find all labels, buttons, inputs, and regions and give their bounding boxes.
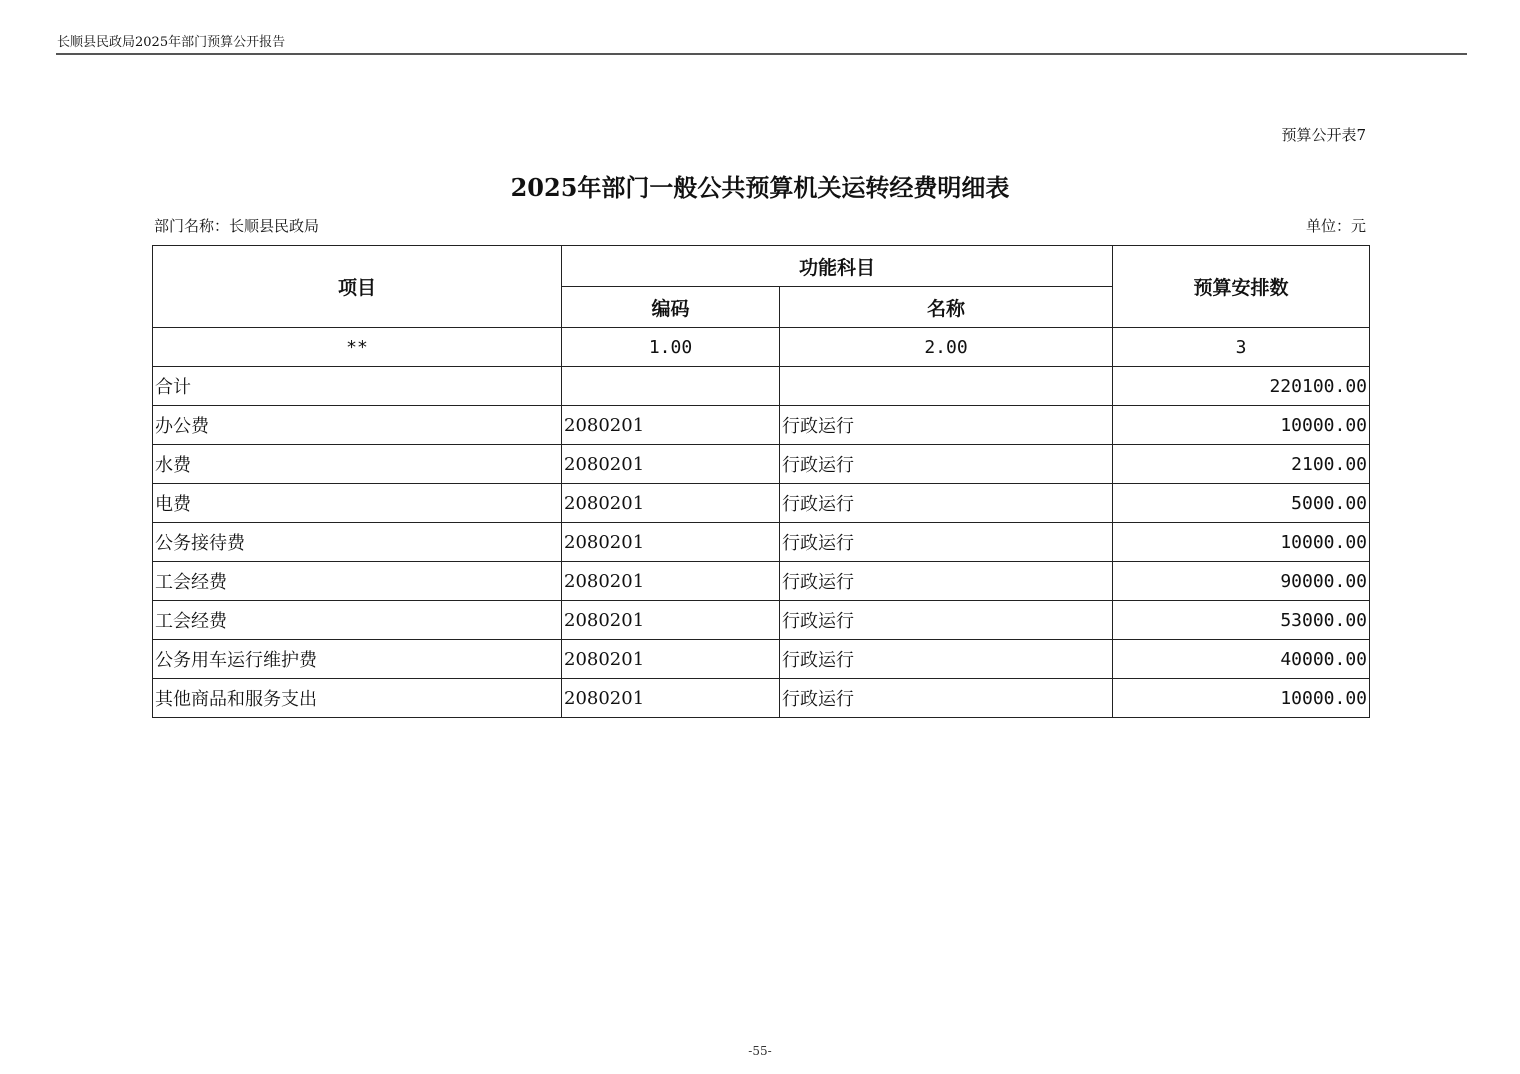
row-code: 2080201 [562, 640, 780, 679]
header-function-subject: 功能科目 [562, 246, 1113, 287]
row-item: 公务用车运行维护费 [153, 640, 562, 679]
row-amount: 10000.00 [1113, 679, 1370, 718]
row-code: 2080201 [562, 523, 780, 562]
table-row [153, 523, 1370, 562]
row-item: 工会经费 [153, 562, 562, 601]
index-cell: 1.00 [562, 328, 780, 367]
budget-table [152, 245, 1370, 718]
row-item: 公务接待费 [153, 523, 562, 562]
page-number: -55- [748, 1044, 772, 1058]
row-amount: 90000.00 [1113, 562, 1370, 601]
index-cell: 3 [1113, 328, 1370, 367]
row-name: 行政运行 [780, 523, 1113, 562]
row-item: 工会经费 [153, 601, 562, 640]
index-cell: 2.00 [780, 328, 1113, 367]
header-budget-amount: 预算安排数 [1113, 246, 1370, 328]
table-row [153, 445, 1370, 484]
total-row [153, 367, 1370, 406]
row-item: 办公费 [153, 406, 562, 445]
row-amount: 40000.00 [1113, 640, 1370, 679]
row-amount: 10000.00 [1113, 406, 1370, 445]
row-name: 行政运行 [780, 640, 1113, 679]
row-item: 电费 [153, 484, 562, 523]
row-amount: 5000.00 [1113, 484, 1370, 523]
table-row [153, 679, 1370, 718]
row-item: 其他商品和服务支出 [153, 679, 562, 718]
row-item: 水费 [153, 445, 562, 484]
row-code: 2080201 [562, 484, 780, 523]
row-name: 行政运行 [780, 562, 1113, 601]
table-number: 预算公开表7 [1281, 126, 1366, 144]
table-row [153, 562, 1370, 601]
index-cell: ** [153, 328, 562, 367]
row-amount: 10000.00 [1113, 523, 1370, 562]
row-name: 行政运行 [780, 406, 1113, 445]
table-row [153, 484, 1370, 523]
total-label: 合计 [153, 367, 562, 406]
header-rule [56, 53, 1467, 55]
department-name: 部门名称：长顺县民政局 [154, 217, 320, 235]
table-row [153, 640, 1370, 679]
page-title: 2025年部门一般公共预算机关运转经费明细表 [510, 173, 1010, 202]
total-name [780, 367, 1113, 406]
total-code [562, 367, 780, 406]
row-name: 行政运行 [780, 679, 1113, 718]
header-code: 编码 [562, 287, 780, 328]
running-header: 长顺县民政局2025年部门预算公开报告 [57, 35, 286, 50]
table-row [153, 406, 1370, 445]
row-code: 2080201 [562, 601, 780, 640]
row-name: 行政运行 [780, 445, 1113, 484]
row-name: 行政运行 [780, 484, 1113, 523]
row-code: 2080201 [562, 406, 780, 445]
row-code: 2080201 [562, 562, 780, 601]
index-row [153, 328, 1370, 367]
total-amount: 220100.00 [1113, 367, 1370, 406]
row-amount: 53000.00 [1113, 601, 1370, 640]
header-item: 项目 [153, 246, 562, 328]
header-name: 名称 [780, 287, 1113, 328]
row-name: 行政运行 [780, 601, 1113, 640]
unit-label: 单位：元 [1305, 217, 1366, 235]
table-row [153, 601, 1370, 640]
row-amount: 2100.00 [1113, 445, 1370, 484]
row-code: 2080201 [562, 445, 780, 484]
row-code: 2080201 [562, 679, 780, 718]
